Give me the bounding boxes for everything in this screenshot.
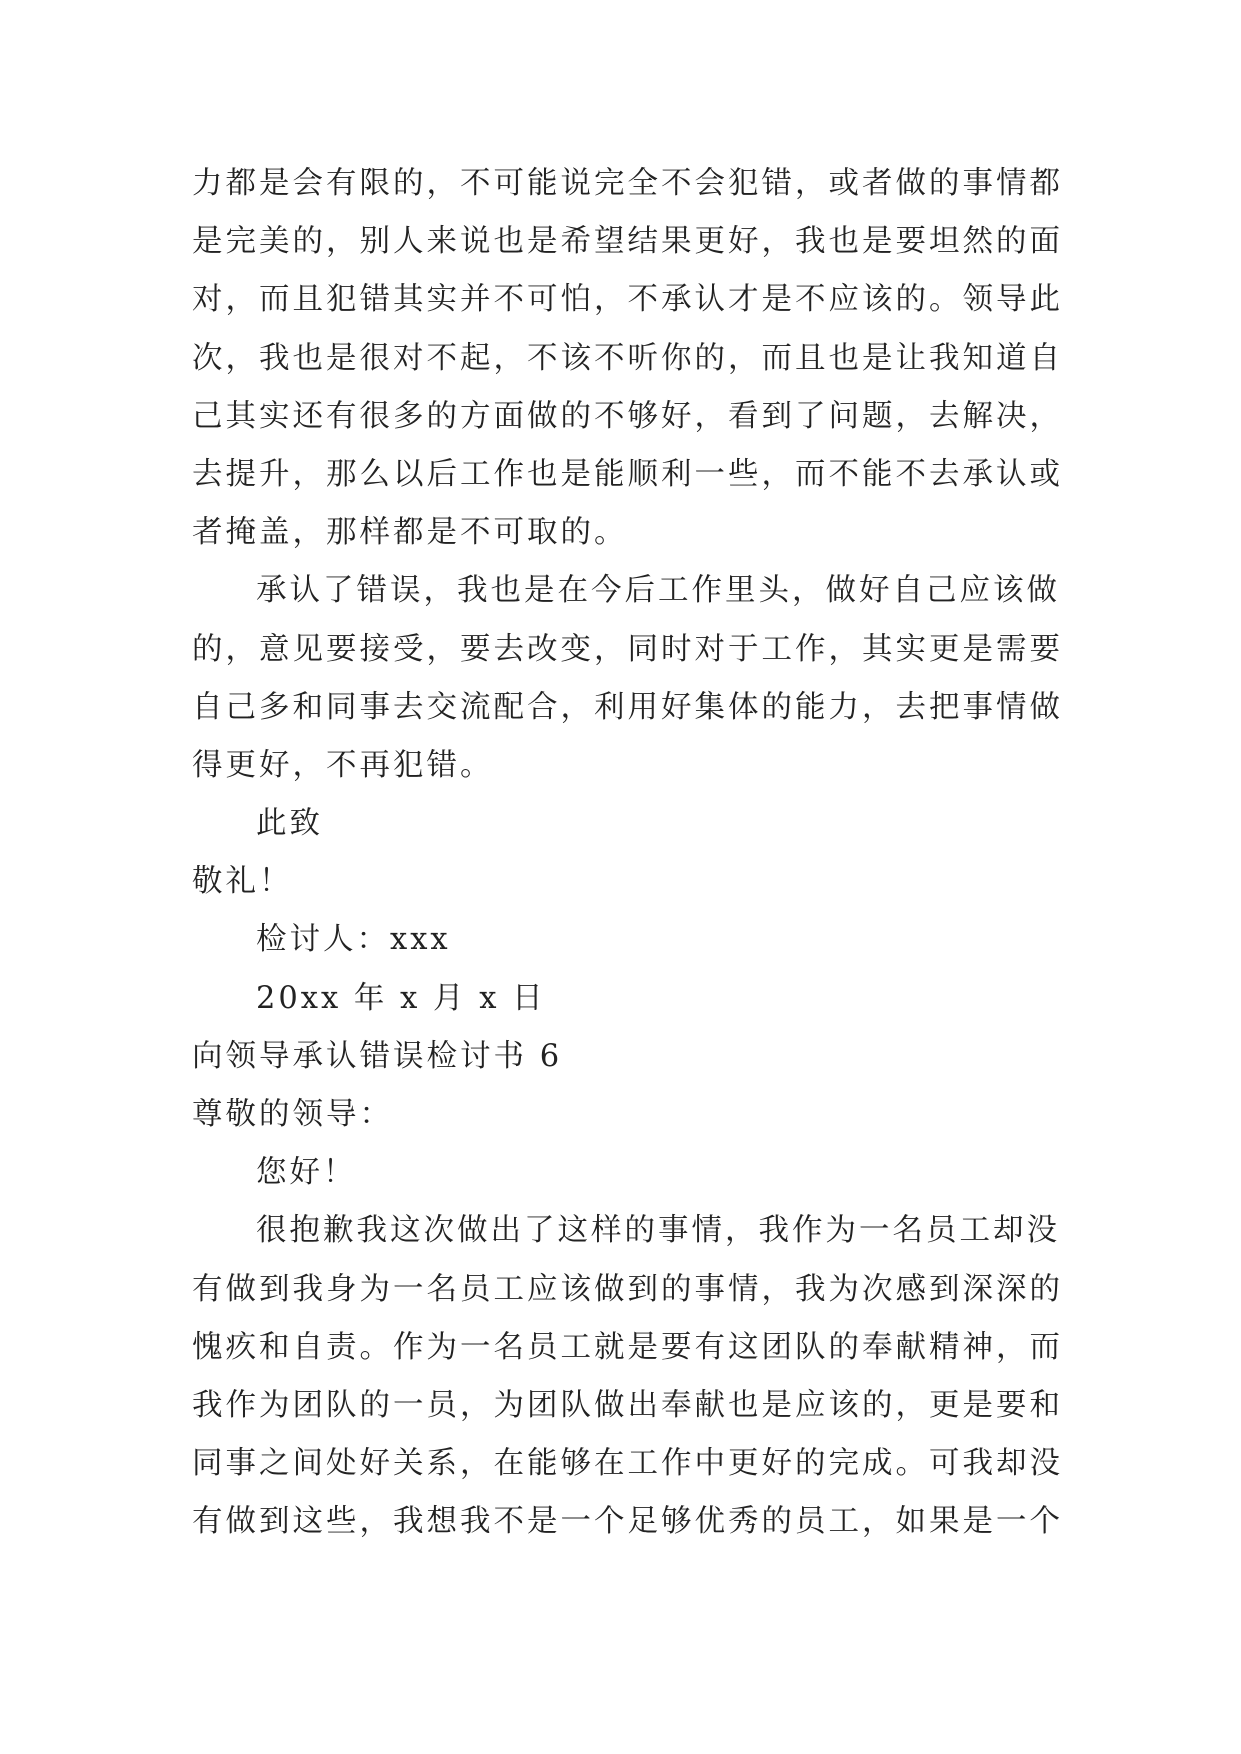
signature-line: 检讨人：xxx	[256, 922, 451, 958]
paragraph-line: 得更好，不再犯错。	[192, 747, 494, 783]
paragraph-line: 很抱歉我这次做出了这样的事情，我作为一名员工却没	[256, 1213, 1060, 1249]
paragraph-line: 己其实还有很多的方面做的不够好，看到了问题，去解决，	[192, 398, 1063, 434]
paragraph-line: 对，而且犯错其实并不可怕，不承认才是不应该的。领导此	[192, 282, 1063, 318]
paragraph-line: 我作为团队的一员，为团队做出奉献也是应该的，更是要和	[192, 1387, 1063, 1423]
paragraph-line: 同事之间处好关系，在能够在工作中更好的完成。可我却没	[192, 1446, 1063, 1482]
paragraph-3	[192, 1202, 1063, 1551]
paragraph-line: 去提升，那么以后工作也是能顺利一些，而不能不去承认或	[192, 456, 1063, 492]
paragraph-line: 是完美的，别人来说也是希望结果更好，我也是要坦然的面	[192, 224, 1063, 260]
greeting: 您好！	[256, 1155, 357, 1191]
salutation: 尊敬的领导：	[192, 1097, 393, 1132]
paragraph-line: 自己多和同事去交流配合，利用好集体的能力，去把事情做	[192, 689, 1063, 725]
paragraph-line: 力都是会有限的，不可能说完全不会犯错，或者做的事情都	[192, 166, 1063, 201]
closing-salute: 敬礼！	[192, 864, 293, 900]
closing-phrase: 此致	[256, 806, 323, 842]
paragraph-line: 者掩盖，那样都是不可取的。	[192, 515, 628, 551]
paragraph-line: 的，意见要接受，要去改变，同时对于工作，其实更是需要	[192, 631, 1063, 667]
paragraph-line: 愧疚和自责。作为一名员工就是要有这团队的奉献精神，而	[192, 1329, 1063, 1365]
paragraph-1	[192, 155, 1063, 562]
date-line: 20xx 年 x 月 x 日	[256, 980, 546, 1016]
document-body	[192, 155, 1063, 1552]
paragraph-line: 次，我也是很对不起，不该不听你的，而且也是让我知道自	[192, 340, 1063, 376]
paragraph-2	[192, 562, 1063, 795]
paragraph-line: 有做到这些，我想我不是一个足够优秀的员工，如果是一个	[192, 1504, 1063, 1540]
paragraph-line: 承认了错误，我也是在今后工作里头，做好自己应该做	[256, 573, 1060, 609]
section-title: 向领导承认错误检讨书 6	[192, 1038, 563, 1074]
paragraph-line: 有做到我身为一名员工应该做到的事情，我为次感到深深的	[192, 1271, 1063, 1307]
